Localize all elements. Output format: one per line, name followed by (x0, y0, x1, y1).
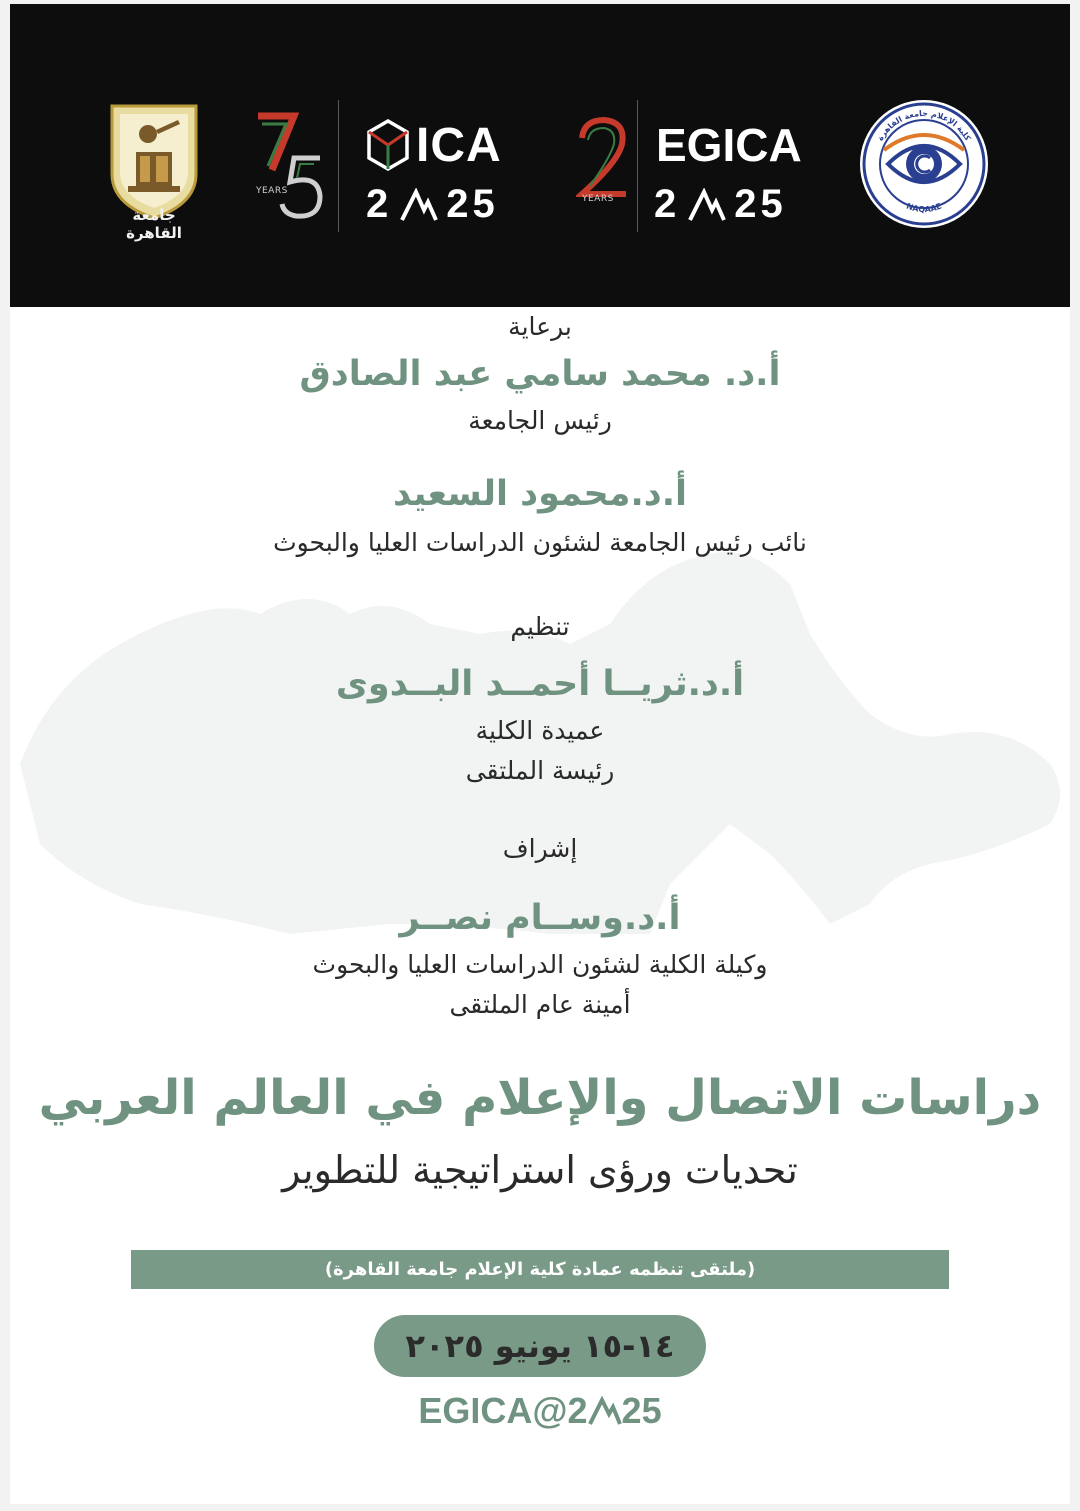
anniversary-years-label: YEARS (256, 186, 288, 196)
egica-year-left: 2 (654, 182, 681, 226)
pyramid-icon (688, 188, 726, 222)
poster-card (10, 4, 1070, 1504)
ica-wordmark: ICA (416, 119, 502, 172)
organizer-role-head: رئيسة الملتقى (465, 756, 615, 785)
organizer-role-dean: عميدة الكلية (475, 716, 605, 745)
ica-year-left: 2 (366, 182, 393, 226)
ica-year-right: 25 (446, 182, 499, 226)
organizer-label: تنظيم (510, 612, 570, 641)
organizer-name: أ.د.ثريــا أحمــد البــدوى (335, 664, 745, 704)
conference-title: دراسات الاتصال والإعلام في العالم العربي (38, 1070, 1042, 1126)
two-years-icon (576, 116, 630, 200)
pyramid-icon (588, 1396, 622, 1426)
vice-president-name: أ.د.محمود السعيد (392, 474, 687, 514)
egica-wordmark: EGICA (656, 119, 802, 171)
conference-date: ١٤-١٥ يونيو ٢٠٢٥ (374, 1315, 706, 1377)
pyramid-icon (400, 188, 438, 222)
supervisor-name: أ.د.وســام نصــر (399, 898, 681, 938)
seal-ring-bottom: NAQAAE (905, 201, 943, 215)
ica-hexagon-icon (366, 118, 410, 172)
supervisor-role-vice-dean: وكيلة الكلية لشئون الدراسات العليا والبحوث (312, 950, 768, 979)
handle-left: EGICA@2 (418, 1390, 588, 1431)
egica-years-label: YEARS (582, 194, 614, 204)
ica-year (366, 182, 499, 227)
sponsor-name: أ.د. محمد سامي عبد الصادق (299, 354, 781, 394)
handle-right: 25 (621, 1390, 662, 1431)
university-name: جامعة القاهرة (126, 206, 182, 242)
sponsor-role: رئيس الجامعة (468, 406, 612, 435)
divider (637, 100, 638, 232)
vice-president-role: نائب رئيس الجامعة لشئون الدراسات العليا والبحوث (273, 528, 807, 557)
seal-ring-top: كلية الإعلام جامعة القاهرة (875, 108, 973, 143)
sponsorship-label: برعاية (508, 312, 572, 341)
supervision-label: إشراف (502, 834, 578, 863)
conference-subtitle: تحديات ورؤى استراتيجية للتطوير (282, 1148, 798, 1192)
egica-year (654, 182, 787, 227)
egica-year-right: 25 (734, 182, 787, 226)
logo-header (10, 4, 1070, 307)
supervisor-role-secretary: أمينة عام الملتقى (449, 990, 631, 1019)
divider (338, 100, 339, 232)
faculty-seal-icon (858, 98, 990, 230)
conference-handle (10, 1390, 1070, 1432)
seventy-five-years-icon (254, 100, 330, 224)
organizer-banner: (ملتقى تنظمه عمادة كلية الإعلام جامعة القاهرة) (131, 1250, 949, 1289)
